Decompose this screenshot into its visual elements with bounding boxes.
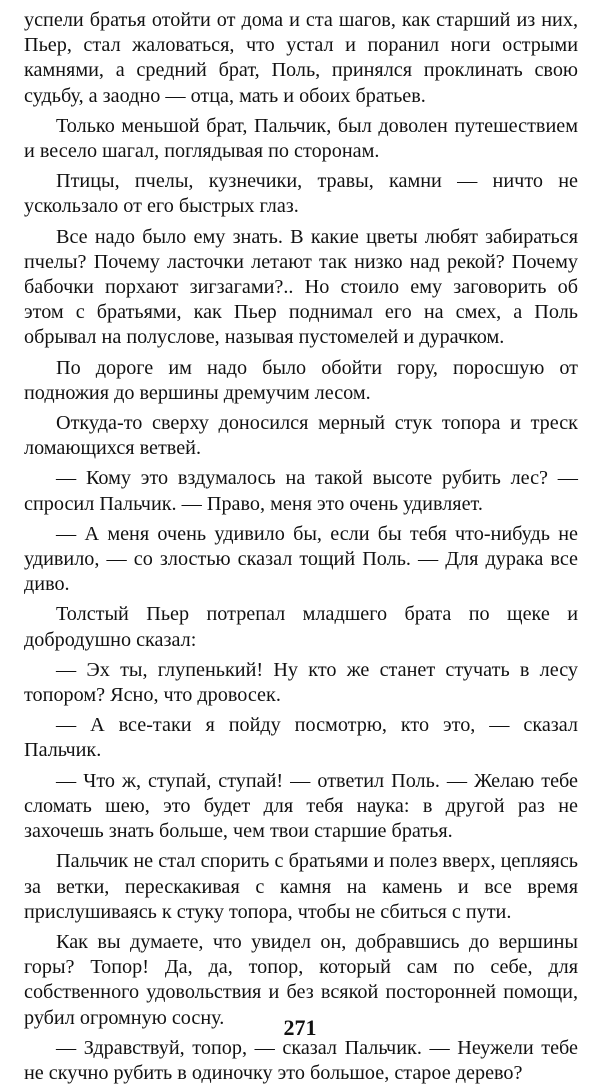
paragraph-11: — А все-таки я пойду посмотрю, кто это, — сказал Пальчик. xyxy=(24,714,578,762)
paragraph-2: Только меньшой брат, Пальчик, был доволен путешествием и весело шагал, поглядывая по сторонам. xyxy=(24,114,578,163)
paragraph-12: — Что ж, ступай, ступай! — ответил Поль. — Желаю тебе сломать шею, это будет для тебя наука: в другой раз не захочешь знать больше, чем твои старшие братья. xyxy=(24,769,578,843)
paragraph-6: Откуда-то сверху доносился мерный стук топора и треск ломающихся ветвей. xyxy=(24,412,578,460)
paragraph-14: Как вы думаете, что увидел он, добравшись до вершины горы? Топор! Да, да, топор, который сам по себе, для собственного удовольствия и без всякой посторонней помощи, рубил огромную сосну. xyxy=(24,930,578,1029)
paragraph-13: Пальчик не стал спорить с братьями и полез вверх, цепляясь за ветки, перескакивая с камня на камень и все время прислушиваясь к стуку топора, чтобы не сбиться с пути. xyxy=(24,850,578,923)
paragraph-1: успели братья отойти от дома и ста шагов, как старший из них, Пьер, стал жаловаться, что устал и поранил ноги острыми камнями, а средний брат, Поль, принялся проклинать свою судьбу, а заодно — отца, мать и обоих братьев. xyxy=(24,9,578,107)
paragraph-3: Птицы, пчелы, кузнечики, травы, камни — ничто не ускользало от его быстрых глаз. xyxy=(24,170,578,218)
page-number: 271 xyxy=(283,1015,317,1040)
paragraph-15: — Здравствуй, топор, — сказал Пальчик. — Неужели тебе не скучно рубить в одиночку это большое, старое дерево? xyxy=(24,1036,578,1084)
paragraph-5: По дороге им надо было обойти гору, поросшую от подножия до вершины дремучим лесом. xyxy=(24,356,578,404)
paragraph-10: — Эх ты, глупенький! Ну кто же станет стучать в лесу топором? Ясно, что дровосек. xyxy=(24,658,578,707)
paragraph-4: Все надо было ему знать. В какие цветы любят забираться пчелы? Почему ласточки летают так низко над рекой? Почему бабочки порхают зигзагами?.. Но стоило ему заговорить об этом с братьями, как Пьер поднимал его на смех, а Поль обрывал на полуслове, называя пустомелей и дурачком. xyxy=(24,225,578,349)
page-body-text xyxy=(24,8,578,1086)
paragraph-9: Толстый Пьер потрепал младшего брата по щеке и добродушно сказал: xyxy=(24,603,578,651)
paragraph-8: — А меня очень удивило бы, если бы тебя что-нибудь не удивило, — со злостью сказал тощий Поль. — Для дурака все диво. xyxy=(24,522,578,596)
paragraph-7: — Кому это вздумалось на такой высоте рубить лес? — спросил Пальчик. — Право, меня это очень удивляет. xyxy=(24,467,578,515)
